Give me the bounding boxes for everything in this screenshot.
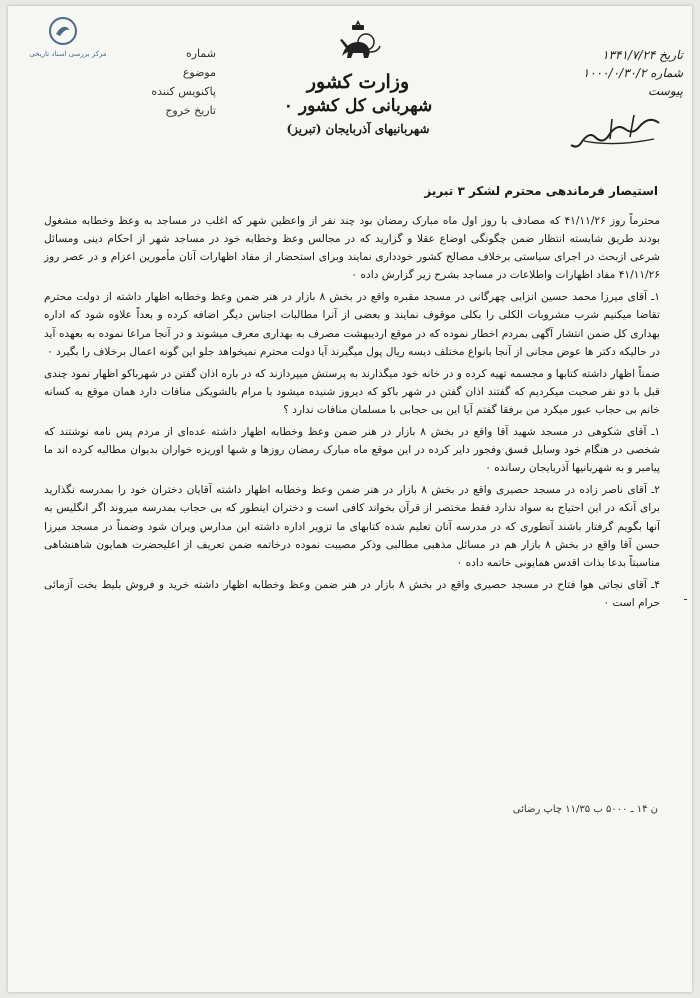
attachment-line: پیوست	[648, 84, 683, 98]
archive-watermark	[22, 16, 114, 64]
ministry-name: وزارت کشور	[306, 71, 410, 93]
print-note: ن ۱۴ ـ ۵۰۰۰ ب ۱۱/۳۵ چاپ رضائی	[512, 804, 658, 815]
letterhead	[218, 70, 498, 140]
margin-mark: ـ	[684, 592, 687, 603]
paragraph-note: ضمناً اظهار داشته کتابها و مجسمه تهیه کرده و در خانه خود میگذارند به پرستش میپردازند که در باره اذان گفتن در شهرباکو اظهار نمود چندی قبل با دو نفر صحبت میکردیم که گفتند اذان گفتن در شهر باکو که دیروز شنیده میشود با مرام بالشویکی منافات دارد همان موقع به کسانه خانم بی حجاب عبور میکرد من برفقا گفتم آیا این بی حجابی با مسلمان منافات ندارد ؟	[44, 367, 660, 416]
date-line: تاریخ ۱۳۴۱/۷/۲۴	[602, 48, 683, 62]
field-number: شماره	[185, 47, 216, 60]
field-subject: موضوع	[182, 66, 216, 79]
paragraph-item-1b: ۱ـ آقای شکوهی در مسجد شهید آقا واقع در بخش ۸ بازار در هنر ضمن وعظ وخطابه اظهار داشته عده‌ای از مردم پس نامه نوشتند که شخصی در هنگام خود وسایل فسق وفجور دایر کرده در این موقع ماه مبارک رمضان روزها و شبها اوریزه خواران بدیوان مطالبه کرده اند ما پیامبر و به شهربانیها آذربایجان رسانده ۰	[44, 426, 661, 475]
field-transcriber: پاکنویس کننده	[151, 85, 216, 98]
field-exit-date: تاریخ خروج	[165, 104, 216, 117]
number-line: شماره ۱۰۰۰/۰/۳۰/۲	[582, 66, 683, 80]
handwritten-signature	[564, 111, 664, 151]
paragraph-item-1: ۱ـ آقای میرزا محمد حسین انزابی چهرگانی در مسجد مقبره واقع در بخش ۸ بازار در هنر ضمن وعظ وخطابه اظهار داشته از دولت محترم تقاضا میکنیم شرب مشروبات الکلی را بکلی موقوف نمایند و بعضی از آنرا مطالبات اجناس دیگر اضافه کرده و بعداً علاوه شود که اداره بهداری کل ضمن انتشار آگهی بمردم اخطار نموده که در موقع اردیبهشت مصرف به بهداری معرف میشوند و در آنجا مراعا نموده به بعهده آید در حالیکه دکتر ها عوض مجانی از آنجا بانواع مختلف دیسه ریال پول میگیرند آیا دولت محترم نمیخواهد جلو این گونه اعمال برخلاف را بگیرد ۰	[44, 291, 660, 358]
header-right-meta	[513, 46, 683, 100]
watermark-text: مرکز بررسی اسناد تاریخی	[29, 50, 107, 58]
office-name: شهربانی کل کشور ۰	[283, 96, 433, 116]
document-page	[8, 6, 692, 992]
addressee-line: استیصار فرماندهی محترم لشکر ۳ تبریز	[424, 184, 658, 198]
paragraph-item-2: ۲ـ آقای ناصر زاده در مسجد حصیری واقع در بخش ۸ بازار در هنر ضمن وعظ وخطابه اظهار داشته آقایان دختران خود را بمدرسه نگذارید برای آنکه در این احتیاج به سواد ندارد فقط مختصر از قرآن بخواند کافی است و دختران اینطور که بی حجاب بمدرسه میروند اگر انگلیس به آنها بگویم گرفتار باشند آنطوری که در مدرسه آنان تعلیم شده کتابهای ما تزویر اداره داشته این مدارس ویران شود وضمناً در مسجد میرزا حسن آقا واقع در بخش ۸ بازار هم در مسائل مذهبی مطالبی وذکر مصیبت نموده درخاتمه ضمن تعریف از اعلیحضرت همایون شاهنشاهی مناسبتاً بدعا بذات اقدس همایونی خاتمه داده ۰	[44, 484, 660, 569]
region-name: شهربانیهای آذربایجان (تبریز)	[286, 122, 430, 136]
paragraph-intro: محترماً روز ۴۱/۱۱/۲۶ که مصادف با روز اول ماه مبارک رمضان بود چند نفر از واعظین شهر که اغلب در مساجد به وعظ وخطابه مشغول بودند طریق شایسته انتظار ضمن چگونگی اوضاع عقلا و گزارید که در مجالس وعظ وخطابه خود در مساجد شهر از احکام دینی ومسائل شرعی ازبحث در اجرای سیاستی برخلاف مصالح کشور خودداری نمایند وبرای استحضار از مفاد اظهارات آنان مأمورین اعزام و در عصر روز ۴۱/۱۱/۲۶ مفاد اظهارات واطلاعات در مساجد بشرح زیر گزارش داده ۰	[44, 215, 661, 282]
archive-logo-icon	[48, 16, 78, 46]
header-left-fields	[126, 44, 216, 120]
lion-and-sun-emblem-icon	[328, 16, 388, 66]
paragraph-item-4: ۴ـ آقای نجاتی هوا فتاح در مسجد حصیری واقع در بخش ۸ بازار در هنر ضمن وعظ وخطابه اظهار داشته خرید و فروش بلیط بخت آزمائی حرام است ۰	[44, 578, 660, 609]
letter-body	[44, 212, 660, 616]
